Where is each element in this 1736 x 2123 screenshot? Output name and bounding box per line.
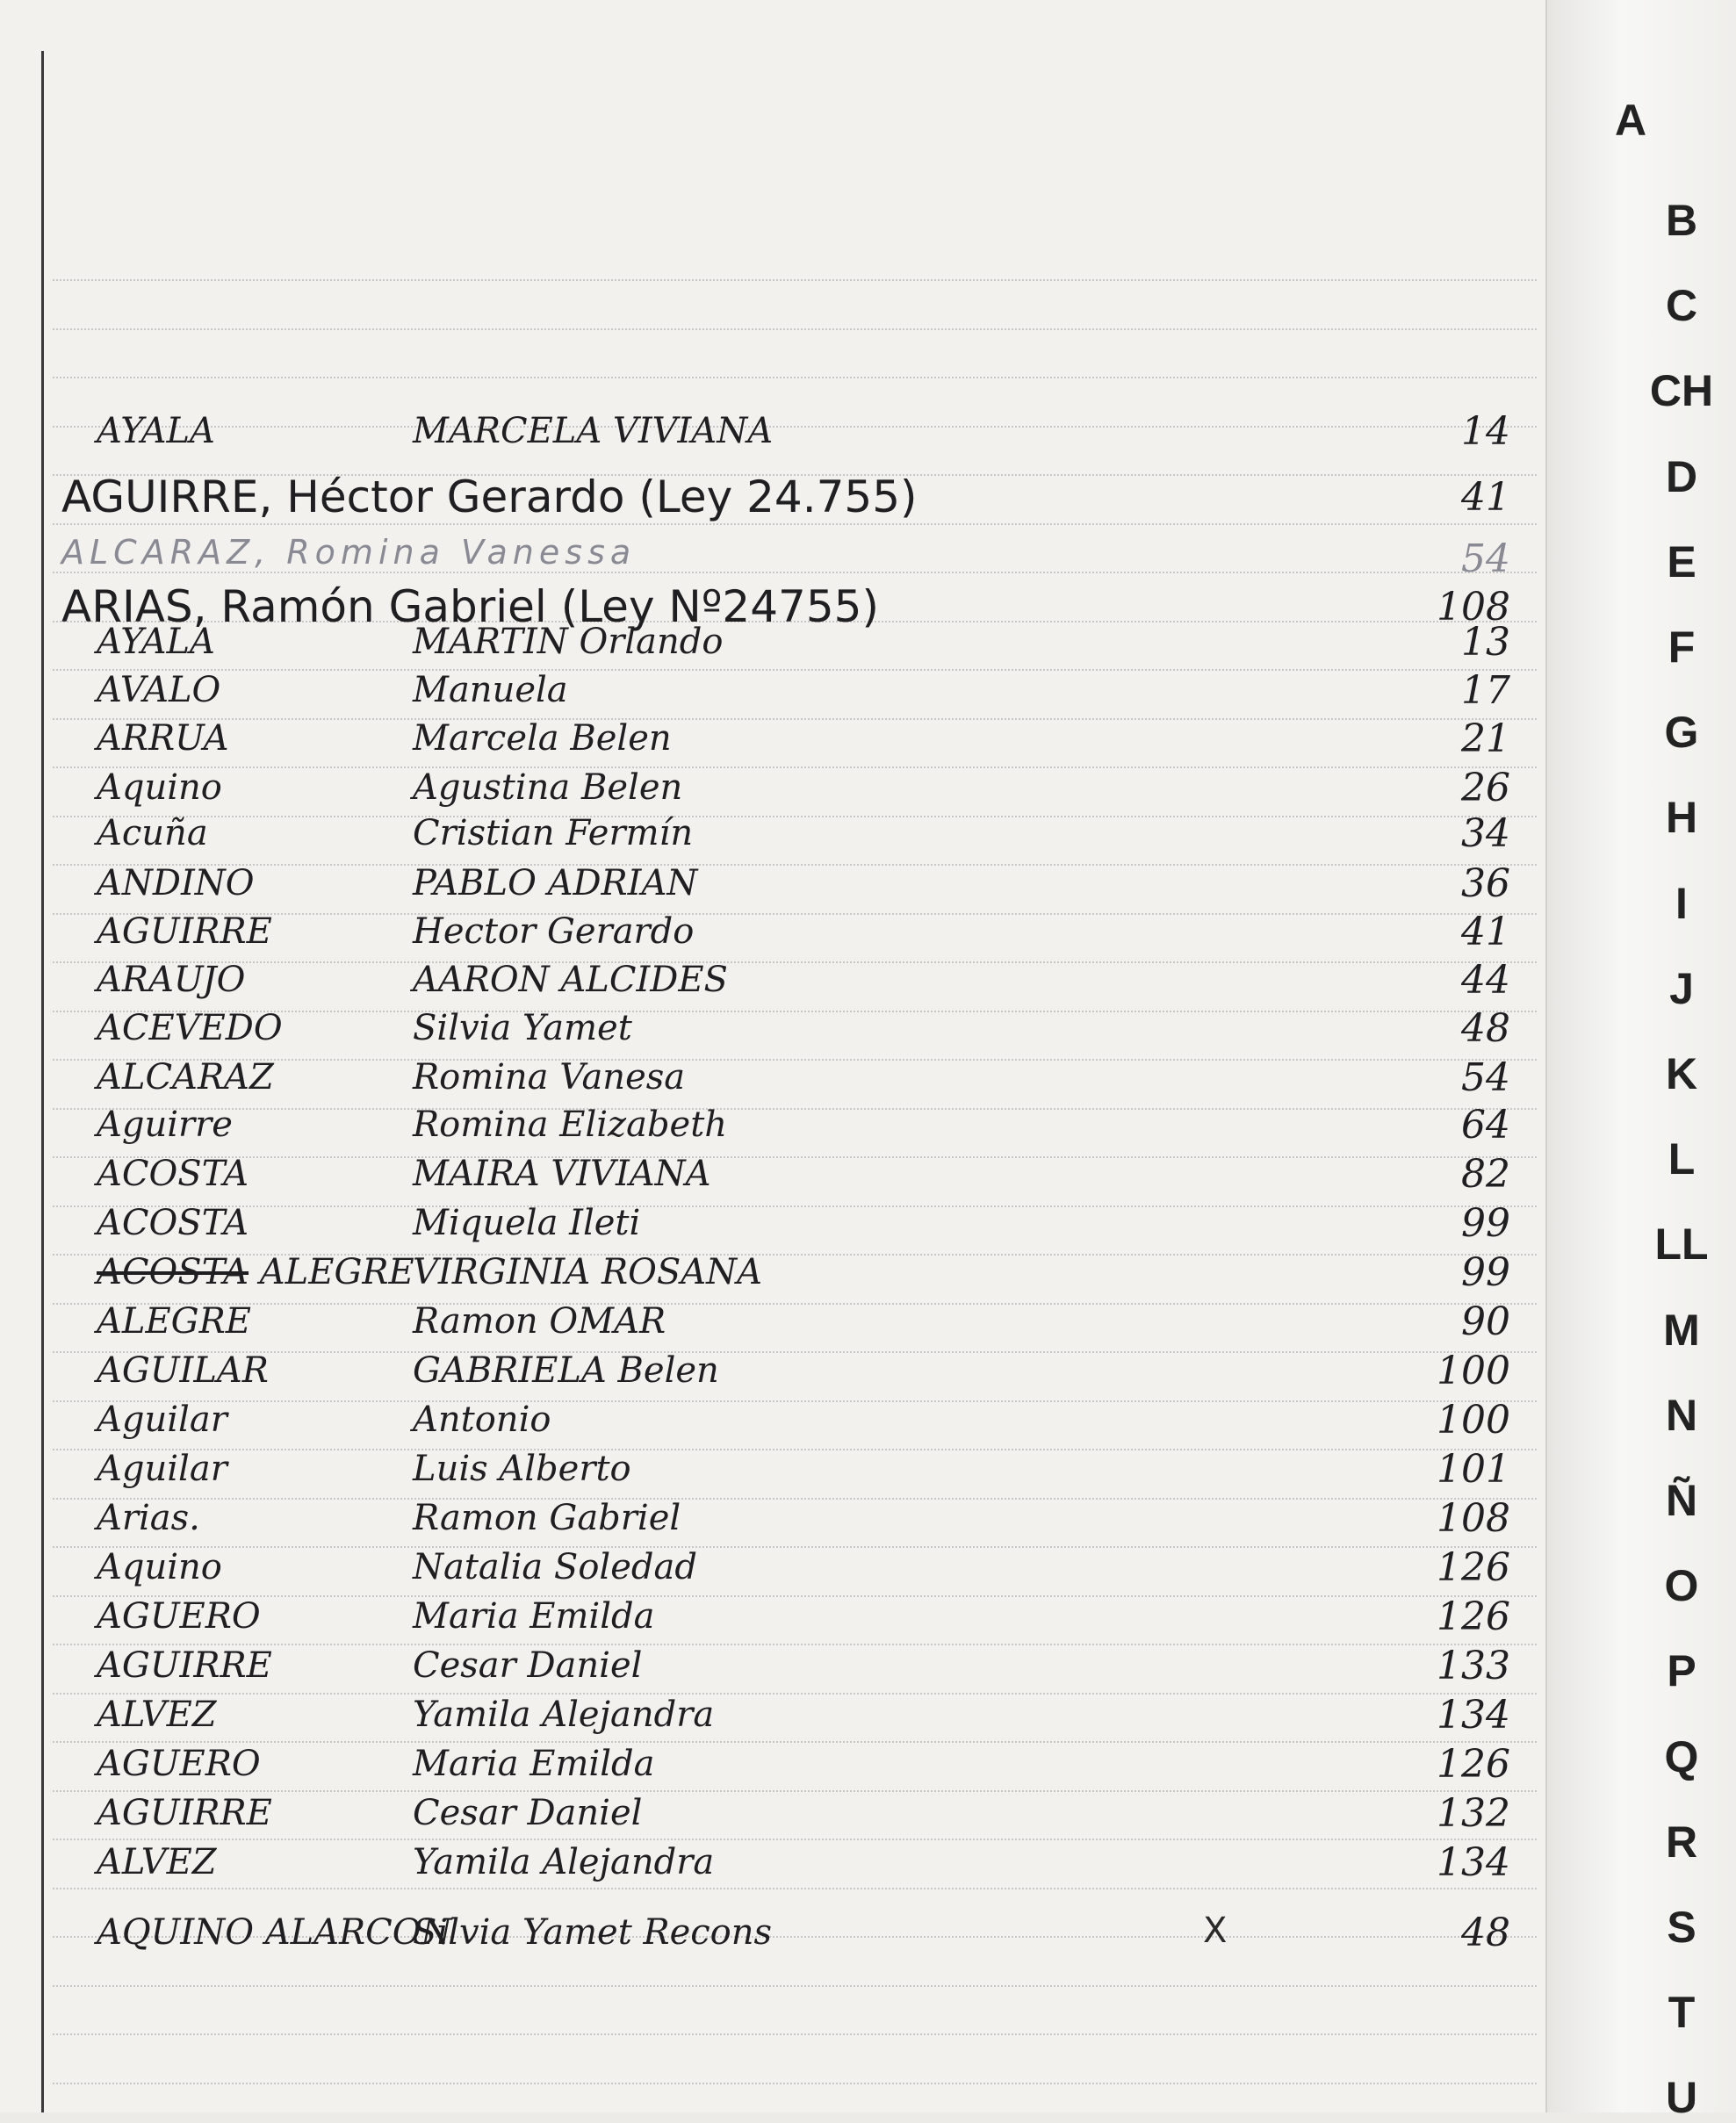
entry-given-names: Silvia Yamet [413,1008,632,1048]
entry-surname-text: Aquino [97,767,222,808]
index-tab-letter[interactable]: P [1667,1646,1696,1695]
entry-surname-text: Aguilar [97,1449,227,1489]
index-tab-letter[interactable]: J [1669,964,1694,1013]
entry-surname [97,1057,378,1097]
entry-page-number: 108 [1437,585,1510,630]
entry-given-names: Silvia Yamet Recons [413,1912,773,1953]
entry-given-names: Marcela Belen [413,718,672,759]
index-tab-letter[interactable]: CH [1649,366,1714,415]
entry-surname [97,1400,378,1440]
entry-full-name: ARIAS, Ramón Gabriel (Ley Nº24755) [61,581,879,632]
index-tab-letter[interactable]: I [1675,879,1688,928]
entry-surname-text: AGUILAR [97,1350,269,1391]
entry-page-number: 64 [1461,1103,1510,1148]
entry-surname-text: AGUERO [97,1596,261,1637]
entry-given-names: Cristian Fermín [413,813,694,853]
index-tab-letter[interactable]: A [1614,96,1647,145]
entry-given-names: PABLO ADRIAN [413,863,698,903]
entry-surname-text: Aguilar [97,1400,227,1440]
ledger-entry [0,1540,1545,1590]
index-tab-letter[interactable]: R [1665,1817,1698,1867]
entry-page-number: 17 [1461,668,1510,713]
entry-given-names: Hector Gerardo [413,911,695,952]
entry-page-number: 26 [1461,766,1510,810]
ledger-entry [0,1245,1545,1295]
index-tab-letter[interactable]: LL [1654,1220,1709,1269]
index-tab-letter[interactable]: K [1665,1049,1698,1098]
ledger-entry [0,531,1545,581]
ledger-entry [0,1638,1545,1688]
entry-surname [97,1645,378,1686]
entry-page-number: 54 [1461,536,1510,581]
entry-given-names: Agustina Belen [413,767,683,808]
index-tab-letter[interactable]: H [1665,793,1698,842]
entry-given-names: Cesar Daniel [413,1793,643,1833]
ledger-entry [0,1343,1545,1393]
index-tab-letter[interactable]: L [1668,1134,1696,1184]
ledger-entry [0,1097,1545,1148]
entry-page-number: 126 [1437,1545,1510,1590]
entry-given-names: Luis Alberto [413,1449,631,1489]
entry-surname [97,1008,378,1048]
entry-given-names: MAIRA VIVIANA [413,1154,711,1194]
ledger-entry [0,953,1545,1003]
entry-surname [97,1842,378,1882]
entry-surname [97,960,378,1000]
entry-surname [97,863,378,903]
entry-page-number: 82 [1461,1152,1510,1197]
ledger-entry [0,904,1545,954]
entry-page-number: 133 [1437,1644,1510,1688]
entry-surname [97,1596,378,1637]
entry-surname-text: ACEVEDO [97,1008,283,1048]
entry-page-number: 99 [1461,1250,1510,1295]
ledger-entry [0,1001,1545,1051]
entry-surname [97,622,378,662]
entry-surname-text: AGUERO [97,1744,261,1784]
index-tab-letter[interactable]: G [1664,708,1699,757]
entry-given-names: AARON ALCIDES [413,960,728,1000]
entry-given-names: Antonio [413,1400,551,1440]
ledger-entry [0,1147,1545,1197]
entry-surname [97,411,378,451]
entry-surname [97,1154,378,1194]
entry-surname [97,670,378,710]
ledger-entry [0,1442,1545,1492]
entry-surname [97,1252,414,1292]
ledger-entry [0,404,1545,454]
entry-given-names: Maria Emilda [413,1596,655,1637]
entry-surname-text: AYALA [97,622,215,662]
ledger-entry [0,1393,1545,1443]
entry-surname-text: AGUIRRE [97,911,272,952]
entry-surname-text: Acuña [97,813,208,853]
entry-given-names: Miquela Ileti [413,1203,641,1243]
ruled-line [53,279,1537,281]
entry-page-number: 14 [1461,409,1510,454]
entry-surname-text: ALVEZ [97,1695,217,1735]
entry-surname [97,1350,378,1391]
entry-surname-text: AGUIRRE [97,1793,272,1833]
index-tab-letter[interactable]: S [1667,1903,1696,1952]
entry-given-names: VIRGINIA ROSANA [413,1252,763,1292]
entry-page-number: 41 [1461,910,1510,954]
entry-surname [97,1105,378,1145]
entry-surname-text: AVALO [97,670,221,710]
entry-surname-text: ARRUA [97,718,229,759]
entry-surname-text: ACOSTA [97,1203,249,1243]
entry-surname-text: Aguirre [97,1105,233,1145]
index-tab-letter[interactable]: E [1667,537,1696,587]
index-tab-letter[interactable]: T [1668,1988,1696,2037]
entry-given-names: Yamila Alejandra [413,1842,715,1882]
ledger-entry [0,1786,1545,1836]
entry-given-names: Cesar Daniel [413,1645,643,1686]
entry-surname [97,1547,378,1587]
ledger-entry [0,1688,1545,1738]
entry-surname [97,1301,378,1342]
entry-page-number: 34 [1461,811,1510,856]
entry-given-names: Ramon OMAR [413,1301,666,1342]
ledger-entry [0,806,1545,856]
entry-surname-text: AGUIRRE [97,1645,272,1686]
entry-given-names: Manuela [413,670,568,710]
entry-given-names: MARTIN Orlando [413,622,724,662]
index-tab-letter[interactable]: Ñ [1665,1476,1698,1525]
entry-surname [97,767,378,808]
entry-given-names: Romina Vanesa [413,1057,686,1097]
ledger-entry [0,1050,1545,1100]
index-tab-letter[interactable]: Q [1664,1732,1699,1781]
entry-page-number: 54 [1461,1055,1510,1100]
ruled-line [53,328,1537,330]
entry-given-names: Natalia Soledad [413,1547,697,1587]
ruled-line [53,2033,1537,2035]
entry-page-number: 44 [1461,958,1510,1003]
ruled-line [53,1985,1537,1987]
ledger-entry [0,663,1545,713]
index-tab-letter[interactable]: N [1665,1391,1698,1440]
entry-page-number: 36 [1461,861,1510,906]
ledger-entry [0,760,1545,810]
ledger-entry [0,615,1545,665]
ledger-entry [0,1294,1545,1344]
ledger-entry [0,1737,1545,1787]
entry-surname-text: ALCARAZ [97,1057,274,1097]
entry-surname [97,1912,452,1953]
entry-page-number: 99 [1461,1201,1510,1246]
index-tab-letter[interactable]: U [1665,2073,1698,2122]
entry-surname [97,1744,378,1784]
entry-surname [97,1498,378,1538]
entry-surname-text: AQUINO ALARCON [97,1912,452,1953]
entry-page-number: 90 [1461,1299,1510,1344]
ledger-entry [0,856,1545,906]
entry-given-names: Yamila Alejandra [413,1695,715,1735]
entry-surname [97,1203,378,1243]
entry-surname-text: Aquino [97,1547,222,1587]
entry-surname-text: ALEGRE [97,1301,251,1342]
entry-page-number: 13 [1461,620,1510,665]
entry-surname [97,718,378,759]
entry-surname [97,911,378,952]
index-tab-letter[interactable]: D [1665,452,1698,501]
entry-surname [97,813,378,853]
ledger-entry [0,1589,1545,1639]
entry-surname-text: AYALA [97,411,215,451]
entry-page-number: 134 [1437,1840,1510,1885]
index-tab-letter[interactable]: M [1663,1306,1700,1355]
entry-page-number: 126 [1437,1742,1510,1787]
entry-page-number: 134 [1437,1693,1510,1738]
index-tab-letter[interactable]: B [1665,196,1698,245]
index-tab-letter[interactable]: O [1664,1561,1699,1610]
entry-given-names: Romina Elizabeth [413,1105,728,1145]
entry-full-name: AGUIRRE, Héctor Gerardo (Ley 24.755) [61,471,918,522]
entry-page-number: 48 [1461,1006,1510,1051]
entry-surname [97,1449,378,1489]
entry-surname-text: Arias. [97,1498,200,1538]
entry-surname-text: ALVEZ [97,1842,217,1882]
entry-given-names: MARCELA VIVIANA [413,411,774,451]
entry-page-number: 100 [1437,1349,1510,1393]
ledger-entry [0,1196,1545,1246]
entry-full-name: ALCARAZ, Romina Vanessa [61,533,637,572]
entry-page-number: 108 [1437,1496,1510,1541]
entry-page-number: 100 [1437,1398,1510,1443]
ruled-line [53,523,1537,525]
check-mark: X [1203,1911,1228,1951]
entry-surname [97,1793,378,1833]
entry-surname-text: ANDINO [97,863,255,903]
index-tab-letter[interactable]: C [1665,281,1698,330]
ledger-entry [0,470,1545,522]
entry-given-names: Maria Emilda [413,1744,655,1784]
entry-surname-text: ALEGRE [259,1252,414,1292]
entry-page-number: 41 [1461,475,1510,520]
entry-page-number: 48 [1461,1911,1510,1955]
ruled-line [53,2083,1537,2084]
entry-page-number: 126 [1437,1594,1510,1639]
index-tabs [1545,0,1736,2122]
ledger-entry [0,1491,1545,1541]
ruled-line [53,377,1537,378]
ledger-entry [0,1905,1545,1955]
entry-page-number: 101 [1437,1447,1510,1492]
entry-surname [97,1695,378,1735]
ledger-entry [0,711,1545,761]
entry-surname-text: ARAUJO [97,960,246,1000]
ruled-line [53,1888,1537,1889]
struck-surname: ACOSTA [97,1252,249,1292]
index-tab-letter[interactable]: F [1668,623,1696,672]
entry-page-number: 21 [1461,716,1510,761]
entry-given-names: Ramon Gabriel [413,1498,681,1538]
entry-page-number: 132 [1437,1791,1510,1836]
entry-given-names: GABRIELA Belen [413,1350,719,1391]
ledger-entry [0,1835,1545,1885]
entry-surname-text: ACOSTA [97,1154,249,1194]
